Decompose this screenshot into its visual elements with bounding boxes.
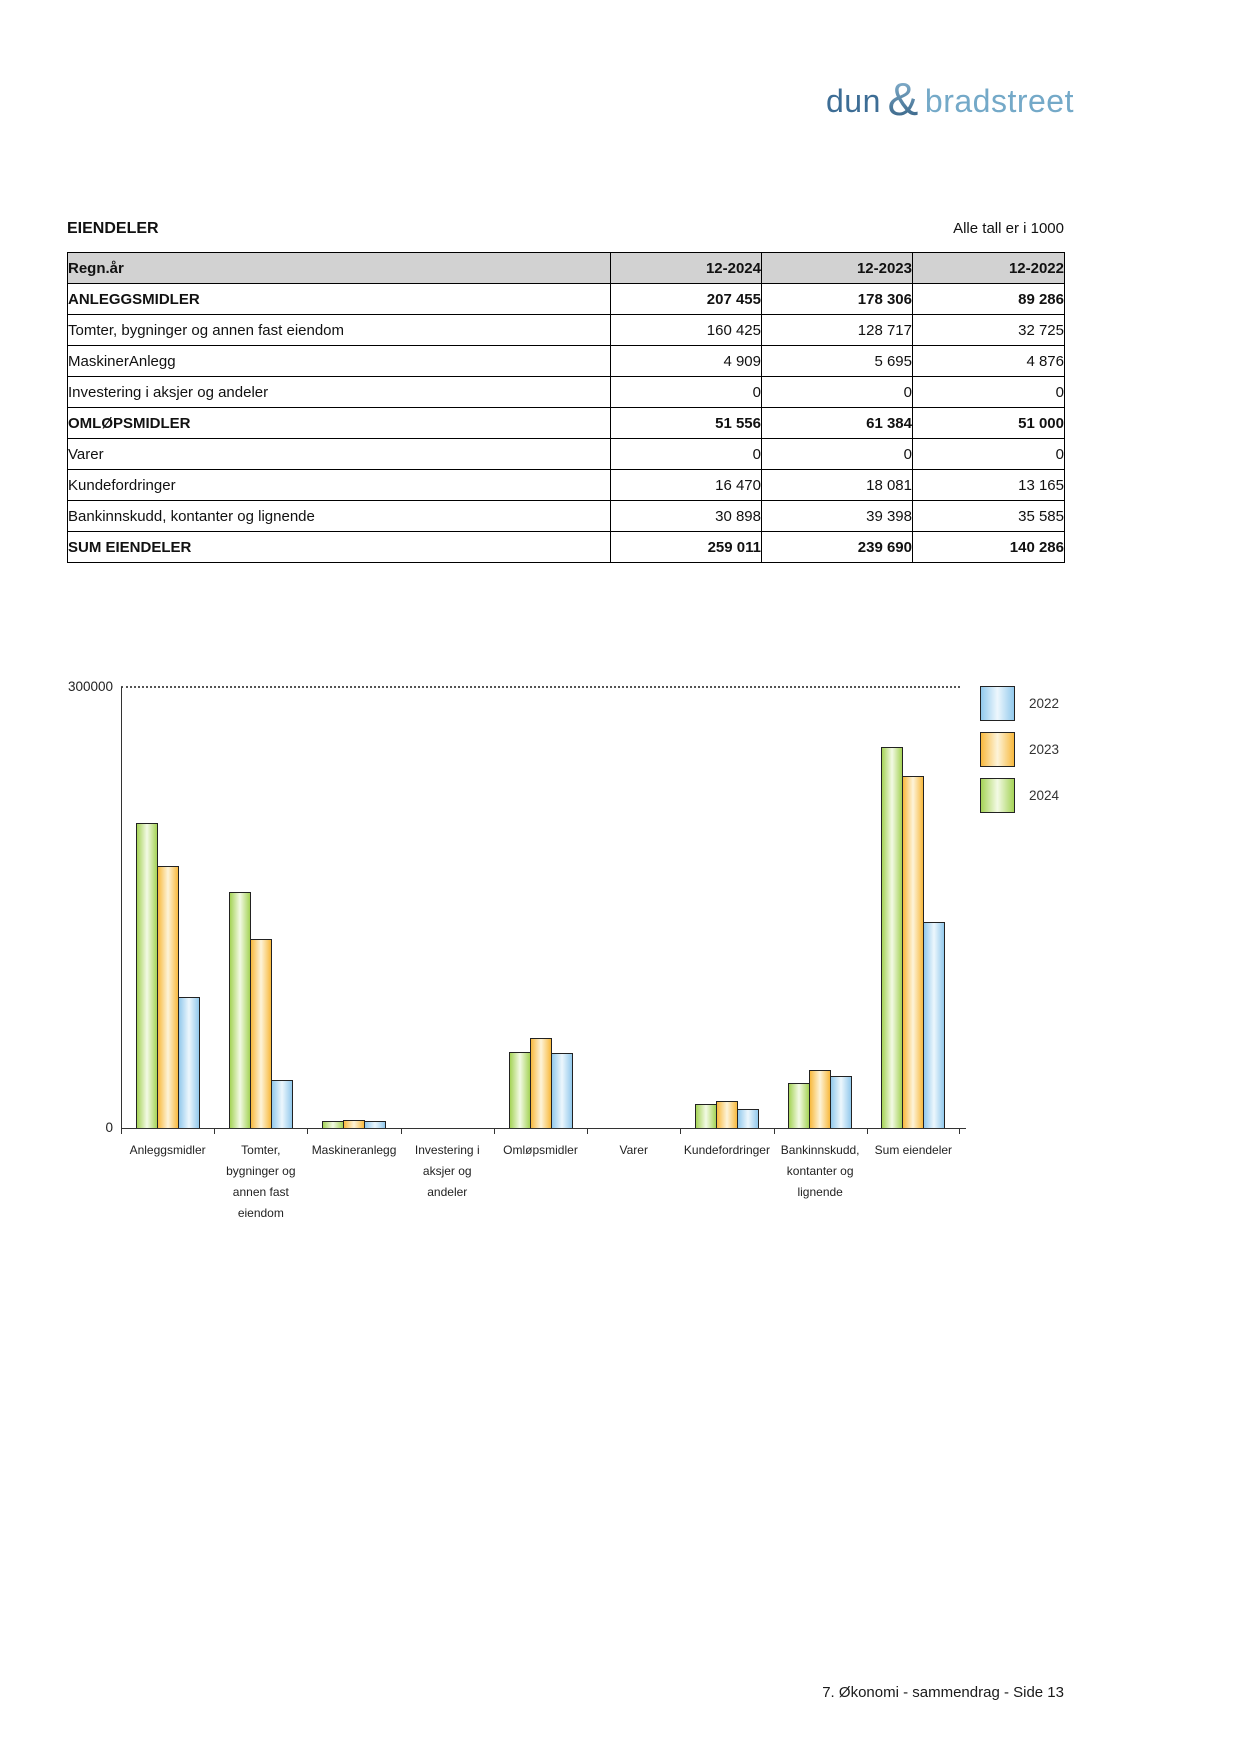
category-label-line: kontanter og	[786, 1164, 854, 1178]
category-label	[582, 1140, 685, 1161]
bar-2023-0	[157, 866, 179, 1128]
table-cell-value: 178 306	[762, 284, 913, 315]
x-axis-tick	[494, 1128, 495, 1134]
table-cell-value: 51 000	[913, 408, 1065, 439]
table-header-cell: 12-2022	[913, 253, 1065, 284]
bar-2022-8	[923, 922, 945, 1128]
legend-swatch-2024	[980, 778, 1015, 813]
category-label-line: Maskineranlegg	[311, 1143, 397, 1157]
bar-2024-8	[881, 747, 903, 1128]
category-label-line: Investering i	[414, 1143, 480, 1157]
table-cell-value: 18 081	[762, 470, 913, 501]
table-cell-value: 0	[762, 439, 913, 470]
bar-2024-6	[695, 1104, 717, 1128]
table-cell-value: 160 425	[611, 315, 762, 346]
table-cell-value: 61 384	[762, 408, 913, 439]
unit-note: Alle tall er i 1000	[953, 220, 1064, 237]
category-label-line: Omløpsmidler	[503, 1143, 578, 1157]
x-axis-tick	[587, 1128, 588, 1134]
table-row	[68, 408, 1065, 439]
table-row	[68, 377, 1065, 408]
y-axis	[121, 687, 122, 1128]
category-label-line: Kundefordringer	[683, 1143, 770, 1157]
bar-2024-7	[788, 1083, 810, 1128]
x-axis-tick	[774, 1128, 775, 1134]
legend-item-2023	[980, 732, 1059, 767]
category-label	[675, 1140, 778, 1161]
table-row	[68, 470, 1065, 501]
table-cell-value: 89 286	[913, 284, 1065, 315]
legend-swatch-2022	[980, 686, 1015, 721]
category-label-line: annen fast	[232, 1185, 289, 1199]
category-label	[302, 1140, 405, 1161]
legend-label: 2022	[1029, 696, 1060, 711]
bar-2022-2	[364, 1121, 386, 1128]
category-label-line: lignende	[797, 1185, 843, 1199]
table-cell-value: 259 011	[611, 532, 762, 563]
section-heading-row	[67, 220, 1064, 238]
table-cell-value: 0	[913, 377, 1065, 408]
category-label	[396, 1140, 499, 1203]
category-label-line: aksjer og	[422, 1164, 472, 1178]
table-cell-label: SUM EIENDELER	[68, 532, 611, 563]
chart-legend	[980, 686, 1059, 824]
category-label	[209, 1140, 312, 1224]
table-row	[68, 532, 1065, 563]
table-cell-value: 128 717	[762, 315, 913, 346]
bar-2023-8	[902, 776, 924, 1128]
x-axis-tick	[680, 1128, 681, 1134]
table-row	[68, 346, 1065, 377]
page-title: EIENDELER	[67, 220, 159, 237]
table-header-cell: 12-2023	[762, 253, 913, 284]
table-cell-value: 35 585	[913, 501, 1065, 532]
table-body	[68, 284, 1065, 563]
category-label-line: Varer	[619, 1143, 648, 1157]
legend-item-2022	[980, 686, 1059, 721]
bar-2023-6	[716, 1101, 738, 1128]
table-cell-value: 0	[913, 439, 1065, 470]
category-label	[862, 1140, 965, 1161]
x-axis-tick	[307, 1128, 308, 1134]
x-axis-tick	[214, 1128, 215, 1134]
x-axis	[121, 1128, 966, 1129]
table-cell-value: 0	[611, 439, 762, 470]
table-cell-value: 30 898	[611, 501, 762, 532]
table-cell-value: 4 909	[611, 346, 762, 377]
table-cell-value: 207 455	[611, 284, 762, 315]
table-cell-label: Bankinnskudd, kontanter og lignende	[68, 501, 611, 532]
table-row	[68, 439, 1065, 470]
y-tick-zero: 0	[105, 1120, 113, 1135]
table-row	[68, 284, 1065, 315]
bar-2022-6	[737, 1109, 759, 1128]
table-row	[68, 501, 1065, 532]
category-label	[489, 1140, 592, 1161]
table-cell-value: 16 470	[611, 470, 762, 501]
category-label-line: Bankinnskudd,	[780, 1143, 860, 1157]
assets-bar-chart	[67, 679, 960, 1220]
bar-2023-7	[809, 1070, 831, 1128]
gridline-300000	[121, 686, 960, 688]
table-header-row	[68, 253, 1065, 284]
legend-item-2024	[980, 778, 1059, 813]
table-cell-value: 4 876	[913, 346, 1065, 377]
table-cell-label: MaskinerAnlegg	[68, 346, 611, 377]
bar-2022-7	[830, 1076, 852, 1128]
legend-label: 2023	[1029, 742, 1060, 757]
x-axis-tick	[401, 1128, 402, 1134]
bar-2022-0	[178, 997, 200, 1128]
category-label	[769, 1140, 872, 1203]
table-cell-label: Investering i aksjer og andeler	[68, 377, 611, 408]
category-label-line: Anleggsmidler	[129, 1143, 206, 1157]
table-cell-value: 5 695	[762, 346, 913, 377]
table-cell-label: Varer	[68, 439, 611, 470]
legend-swatch-2023	[980, 732, 1015, 767]
assets-table	[67, 252, 1065, 563]
bar-2024-0	[136, 823, 158, 1128]
x-axis-tick	[867, 1128, 868, 1134]
bar-2023-1	[250, 939, 272, 1128]
bar-2022-4	[551, 1053, 573, 1128]
table-cell-value: 0	[611, 377, 762, 408]
bar-2023-4	[530, 1038, 552, 1128]
category-label-line: andeler	[427, 1185, 468, 1199]
table-cell-value: 32 725	[913, 315, 1065, 346]
x-axis-tick	[121, 1128, 122, 1134]
bar-2022-1	[271, 1080, 293, 1128]
table-cell-label: Tomter, bygninger og annen fast eiendom	[68, 315, 611, 346]
table-cell-label: OMLØPSMIDLER	[68, 408, 611, 439]
bar-2024-4	[509, 1052, 531, 1128]
category-label-line: Tomter,	[241, 1143, 281, 1157]
table-cell-value: 39 398	[762, 501, 913, 532]
table-row	[68, 315, 1065, 346]
category-label-line: Sum eiendeler	[874, 1143, 953, 1157]
bar-2024-2	[322, 1121, 344, 1128]
table-cell-value: 13 165	[913, 470, 1065, 501]
ampersand-icon	[882, 74, 924, 124]
dun-bradstreet-logo	[826, 74, 1074, 128]
logo-word-dun: dun	[826, 82, 881, 119]
ampersand-glyph: &	[887, 74, 919, 124]
y-tick-max: 300000	[67, 679, 113, 694]
table-cell-label: Kundefordringer	[68, 470, 611, 501]
table-cell-value: 51 556	[611, 408, 762, 439]
category-label-line: eiendom	[237, 1206, 284, 1220]
category-label	[116, 1140, 219, 1161]
bar-2024-1	[229, 892, 251, 1128]
table-cell-value: 0	[762, 377, 913, 408]
bar-2023-2	[343, 1120, 365, 1128]
table-header-cell: Regn.år	[68, 253, 611, 284]
x-axis-tick	[959, 1128, 960, 1134]
table-header-cell: 12-2024	[611, 253, 762, 284]
table-cell-value: 239 690	[762, 532, 913, 563]
table-cell-value: 140 286	[913, 532, 1065, 563]
category-label-line: bygninger og	[226, 1164, 296, 1178]
page-footer: 7. Økonomi - sammendrag - Side 13	[822, 1684, 1064, 1701]
legend-label: 2024	[1029, 788, 1060, 803]
logo-word-bradstreet: bradstreet	[924, 82, 1074, 119]
table-cell-label: ANLEGGSMIDLER	[68, 284, 611, 315]
